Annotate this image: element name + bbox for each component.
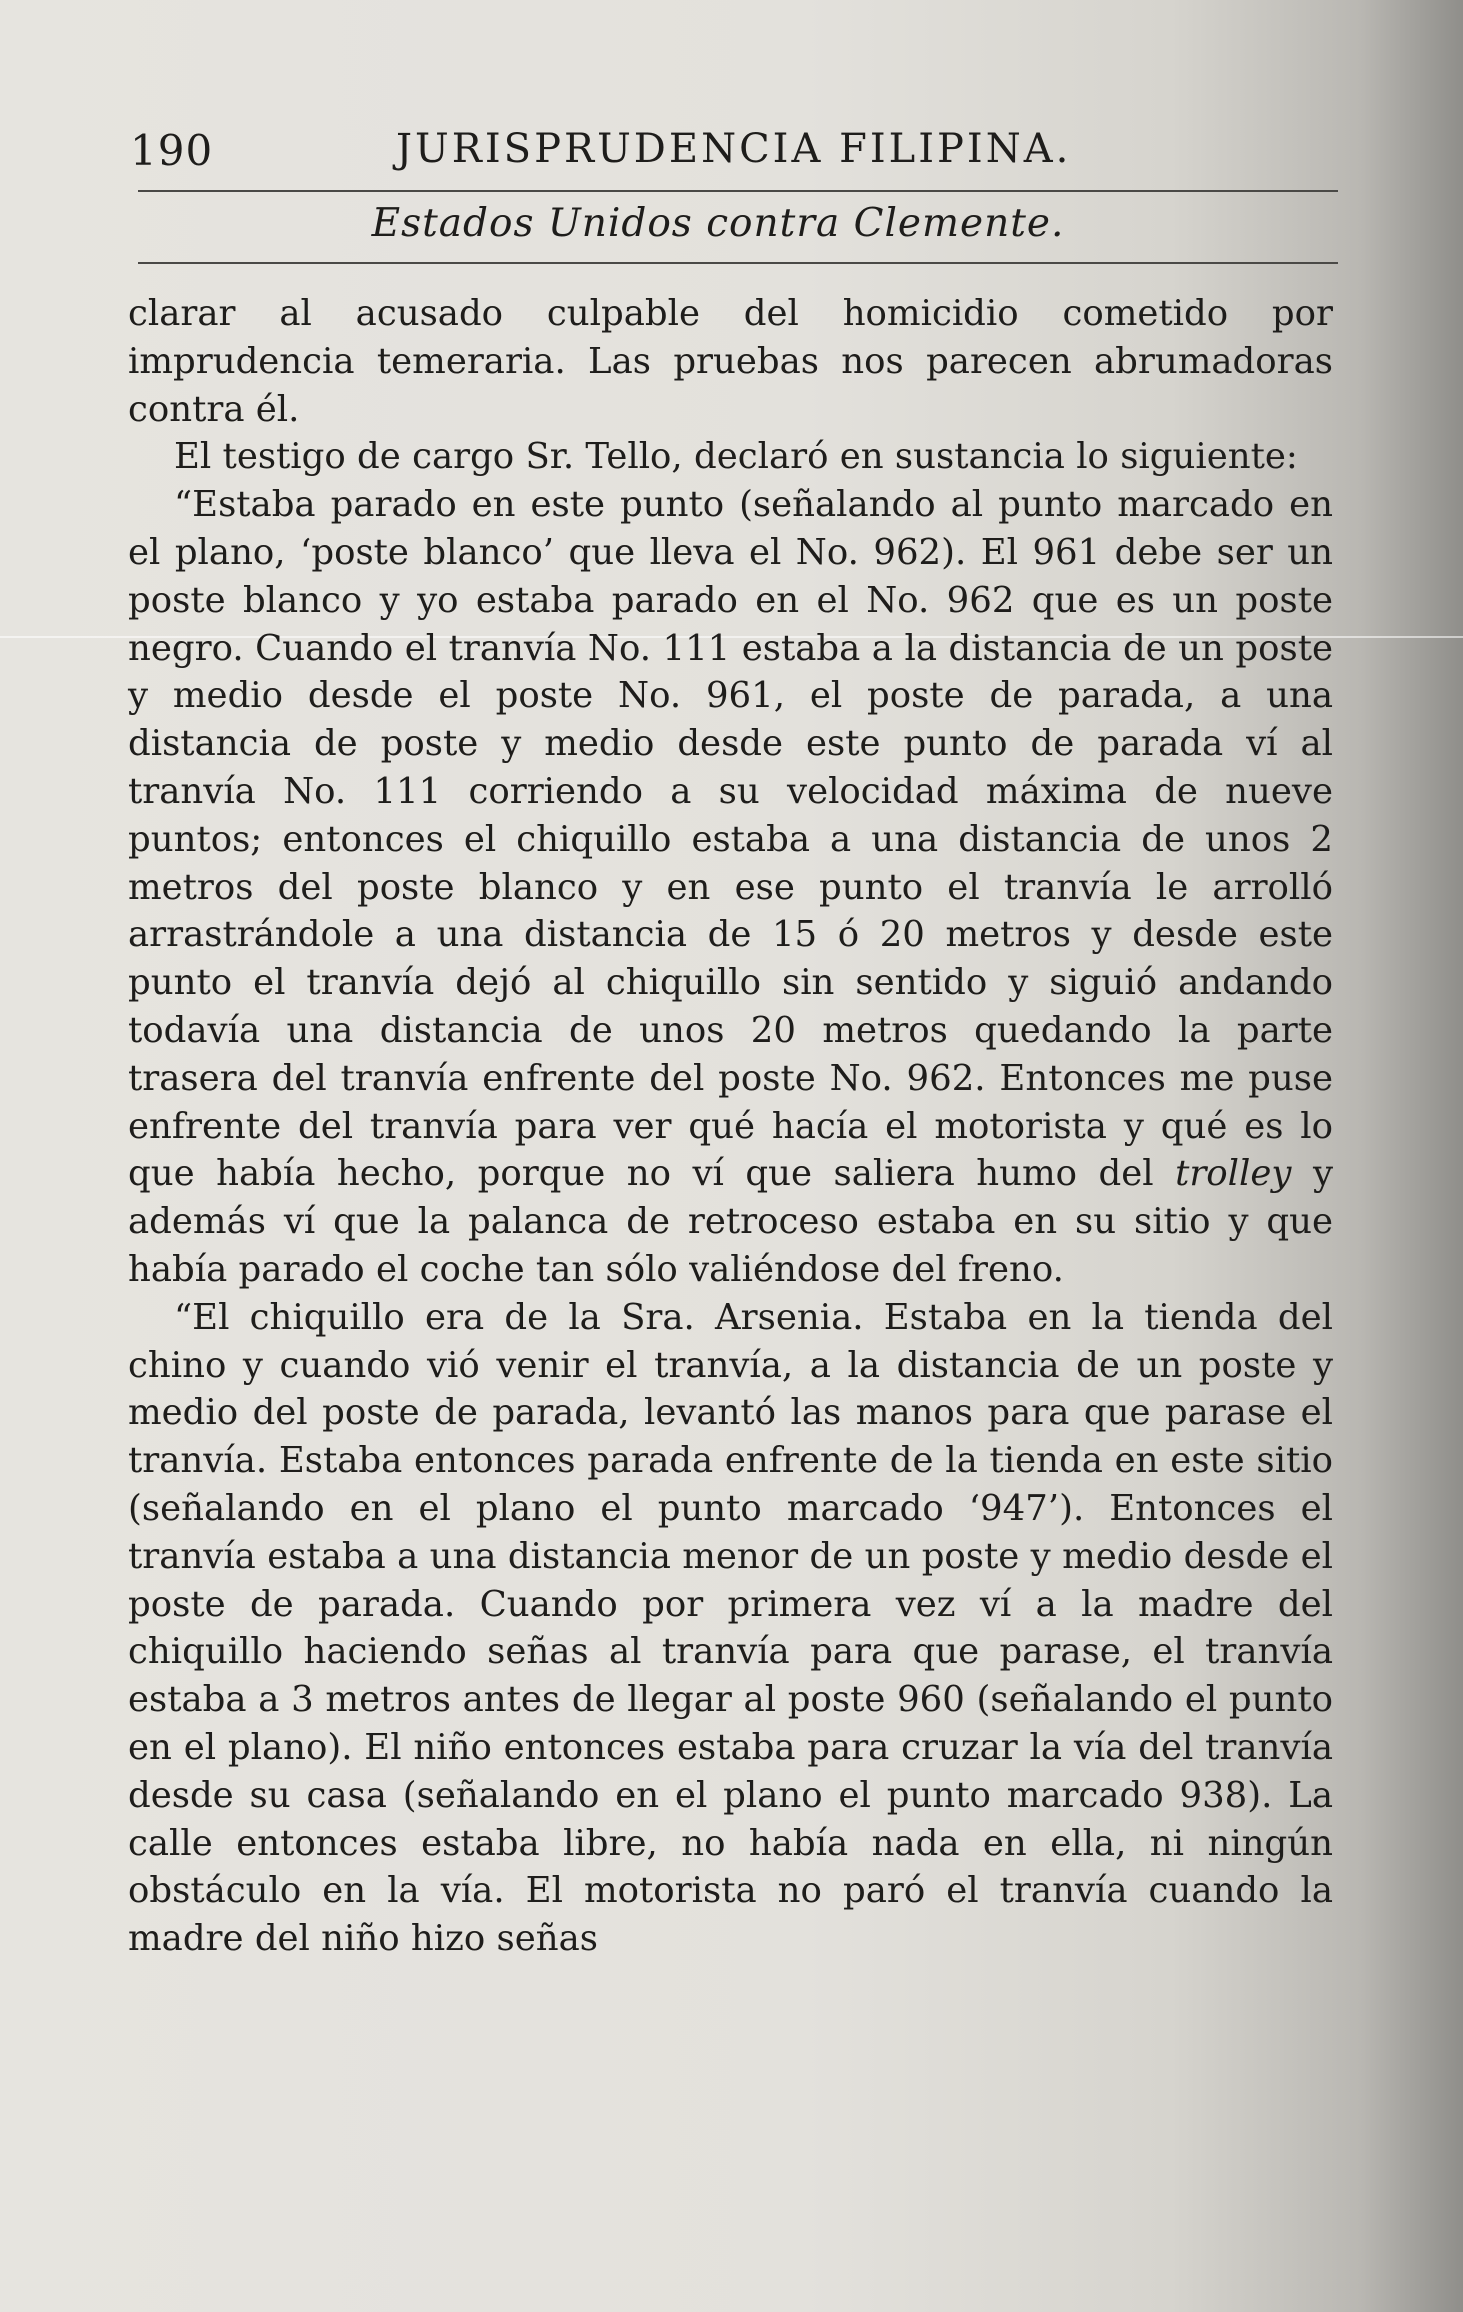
paragraph-text: El testigo de cargo Sr. Tello, declaró en sustancia lo siguiente: [174,436,1298,478]
body-text [128,290,1333,1963]
running-head [128,120,1338,190]
paragraph-text: “El chiquillo era de la Sra. Arsenia. Estaba en la tienda del chino y cuando vió venir el tranvía, a la distancia de un poste y medio del poste de parada, levantó las manos para que parase el tranvía. Estaba entonces parada enfrente de la tienda en este sitio (señalando en el plano el punto marcado ‘947’). Entonces el tranvía estaba a una distancia menor de un poste y medio desde el poste de parada. Cuando por primera vez ví a la madre del chiquillo haciendo señas al tranvía para que parase, el tranvía estaba a 3 metros antes de llegar al poste 960 (señalando el punto en el plano). El niño entonces estaba para cruzar la vía del tranvía desde su casa (señalando en el plano el punto marcado 938). La calle entonces estaba libre, no había nada en ella, ni ningún obstáculo en la vía. El motorista no paró el tranvía cuando la madre del niño hizo señas [128,1296,1333,1960]
book-page [128,120,1338,1963]
paragraph [128,433,1333,481]
page-number: 190 [130,126,214,175]
case-title: Estados Unidos contra Clemente. [371,201,1065,246]
paragraph [128,481,1333,1294]
italic-term: trolley [1175,1153,1292,1195]
case-title-rule [138,262,1338,264]
paragraph-text: “Estaba parado en este punto (señalando al punto marcado en el plano, ‘poste blanco’ que lleva el No. 962). El 961 debe ser un poste blanco y yo estaba parado en el No. 962 que es un poste negro. Cuando el tranvía No. 111 estaba a la distancia de un poste y medio desde el poste No. 961, el poste de parada, a una distancia de poste y medio desde este punto de parada ví al tranvía No. 111 corriendo a su velocidad máxima de nueve puntos; entonces el chiquillo estaba a una distancia de unos 2 metros del poste blanco y en ese punto el tranvía le arrolló arrastrándole a una distancia de 15 ó 20 metros y desde este punto el tranvía dejó al chiquillo sin sentido y siguió andando todavía una distancia de unos 20 metros quedando la parte trasera del tranvía enfrente del poste No. 962. Entonces me puse enfrente del tranvía para ver qué hacía el motorista y qué es lo que había hecho, porque no ví que saliera humo del [128,484,1333,1195]
paragraph-text: clarar al acusado culpable del homicidio cometido por imprudencia temeraria. Las pruebas nos parecen abrumadoras contra él. [128,293,1333,430]
paragraph-continuation [128,290,1333,433]
paragraph [128,1294,1333,1963]
journal-title: JURISPRUDENCIA FILIPINA. [396,126,1072,172]
paragraph-text: y además ví que la palanca de retroceso estaba en su sitio y que había parado el coche tan sólo valiéndose del freno. [128,1153,1334,1290]
